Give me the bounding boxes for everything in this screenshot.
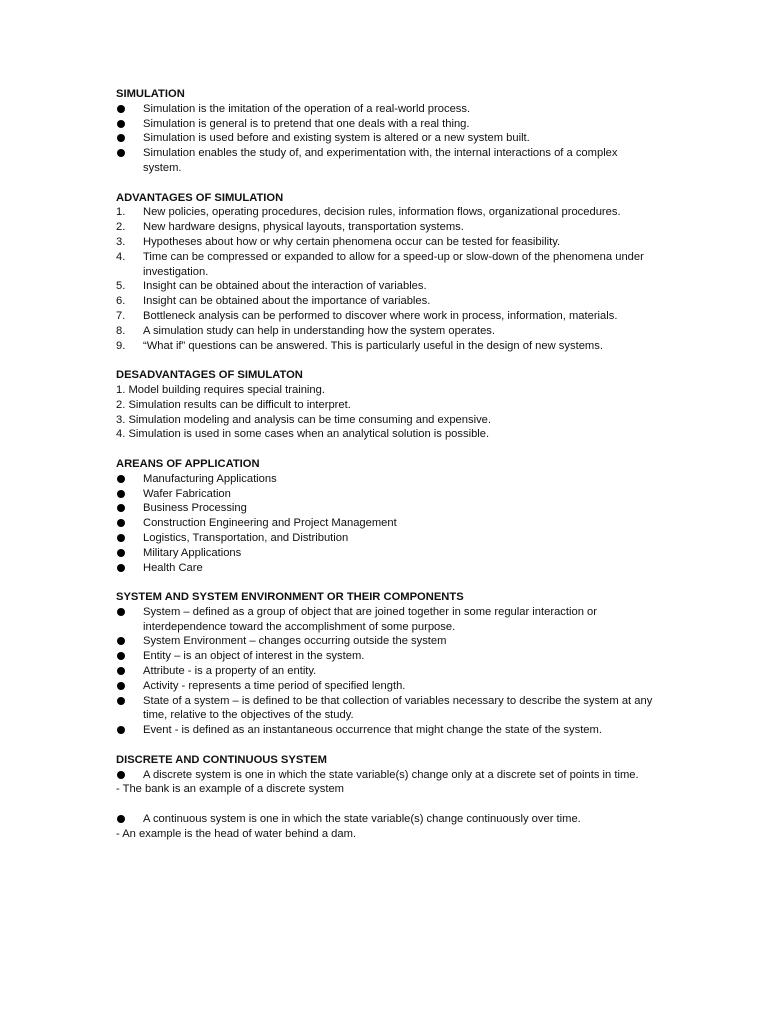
list-item: Health Care xyxy=(116,561,656,576)
paragraph-line: - The bank is an example of a discrete system xyxy=(116,783,344,796)
bullet-list xyxy=(116,472,656,576)
numbered-list xyxy=(116,205,656,353)
paragraph-line: 1. Model building requires special training. xyxy=(116,383,325,396)
bullet-icon xyxy=(117,549,125,557)
paragraph-line: 4. Simulation is used in some cases when an analytical solution is possible. xyxy=(116,428,490,441)
list-item: Business Processing xyxy=(116,501,656,516)
list-item: Simulation is general is to pretend that one deals with a real thing. xyxy=(116,117,656,132)
section-title: DESADVANTAGES OF SIMULATON xyxy=(116,369,303,382)
list-item: Construction Engineering and Project Management xyxy=(116,516,656,531)
bullet-list xyxy=(116,812,656,827)
list-item: A continuous system is one in which the state variable(s) change continuously over time. xyxy=(116,812,656,827)
list-item: Simulation is used before and existing system is altered or a new system built. xyxy=(116,131,656,146)
bullet-icon xyxy=(117,519,125,527)
section-advantages xyxy=(116,191,656,354)
bullet-icon xyxy=(117,637,125,645)
bullet-icon xyxy=(117,120,125,128)
list-item: 3. Hypotheses about how or why certain phenomena occur can be tested for feasibility. xyxy=(116,235,561,248)
list-item: 4. Time can be compressed or expanded to allow for a speed-up or slow-down of the phenomena under investigation. xyxy=(116,250,644,278)
paragraph-line: 2. Simulation results can be difficult to interpret. xyxy=(116,398,351,411)
list-item: System Environment – changes occurring outside the system xyxy=(116,634,656,649)
list-item: Attribute - is a property of an entity. xyxy=(116,664,656,679)
section-discrete xyxy=(116,753,656,842)
bullet-icon xyxy=(117,608,125,616)
list-item: 5. Insight can be obtained about the interaction of variables. xyxy=(116,280,427,293)
document-content xyxy=(116,87,656,856)
list-item: System – defined as a group of object that are joined together in some regular interaction or interdependence toward the accomplishment of some purpose. xyxy=(116,605,656,635)
bullet-icon xyxy=(117,564,125,572)
bullet-icon xyxy=(117,534,125,542)
list-item: A discrete system is one in which the state variable(s) change only at a discrete set of points in time. xyxy=(116,768,656,783)
section-areas xyxy=(116,457,656,575)
bullet-icon xyxy=(117,652,125,660)
bullet-icon xyxy=(117,504,125,512)
bullet-icon xyxy=(117,149,125,157)
list-item: Entity – is an object of interest in the system. xyxy=(116,649,656,664)
bullet-icon xyxy=(117,667,125,675)
bullet-icon xyxy=(117,490,125,498)
list-item: 1. New policies, operating procedures, decision rules, information flows, organizational procedures. xyxy=(116,206,621,219)
list-item: State of a system – is defined to be that collection of variables necessary to describe the system at any time, relative to the objectives of the study. xyxy=(116,694,656,724)
list-item: Military Applications xyxy=(116,546,656,561)
list-item: 9. “What if” questions can be answered. This is particularly useful in the design of new systems. xyxy=(116,339,603,352)
bullet-icon xyxy=(117,105,125,113)
paragraph-line: 3. Simulation modeling and analysis can be time consuming and expensive. xyxy=(116,413,491,426)
bullet-list xyxy=(116,768,656,783)
section-title: DISCRETE AND CONTINUOUS SYSTEM xyxy=(116,753,327,766)
paragraph-line: - An example is the head of water behind a dam. xyxy=(116,827,357,840)
bullet-icon xyxy=(117,815,125,823)
list-item: 2. New hardware designs, physical layouts, transportation systems. xyxy=(116,221,464,234)
bullet-icon xyxy=(117,475,125,483)
bullet-icon xyxy=(117,134,125,142)
section-title: SYSTEM AND SYSTEM ENVIRONMENT OR THEIR COMPONENTS xyxy=(116,591,464,604)
section-title: SIMULATION xyxy=(116,88,185,100)
spacer xyxy=(116,797,656,812)
list-item: Manufacturing Applications xyxy=(116,472,656,487)
section-disadvantages xyxy=(116,368,656,442)
bullet-icon xyxy=(117,771,125,779)
section-system xyxy=(116,590,656,738)
list-item: Logistics, Transportation, and Distribution xyxy=(116,531,656,546)
list-item: 7. Bottleneck analysis can be performed to discover where work in process, information, materials. xyxy=(116,309,618,322)
bullet-list xyxy=(116,605,656,738)
list-item: 6. Insight can be obtained about the importance of variables. xyxy=(116,295,431,308)
bullet-icon xyxy=(117,726,125,734)
section-title: AREANS OF APPLICATION xyxy=(116,457,260,470)
section-simulation xyxy=(116,87,656,176)
bullet-icon xyxy=(117,697,125,705)
bullet-list xyxy=(116,102,656,176)
list-item: Wafer Fabrication xyxy=(116,487,656,502)
list-item: Event - is defined as an instantaneous occurrence that might change the state of the system. xyxy=(116,723,656,738)
bullet-icon xyxy=(117,682,125,690)
list-item: 8. A simulation study can help in understanding how the system operates. xyxy=(116,324,495,337)
section-title: ADVANTAGES OF SIMULATION xyxy=(116,191,284,204)
list-item: Simulation is the imitation of the operation of a real-world process. xyxy=(116,102,656,117)
list-item: Simulation enables the study of, and experimentation with, the internal interactions of a complex system. xyxy=(116,146,656,176)
list-item: Activity - represents a time period of specified length. xyxy=(116,679,656,694)
